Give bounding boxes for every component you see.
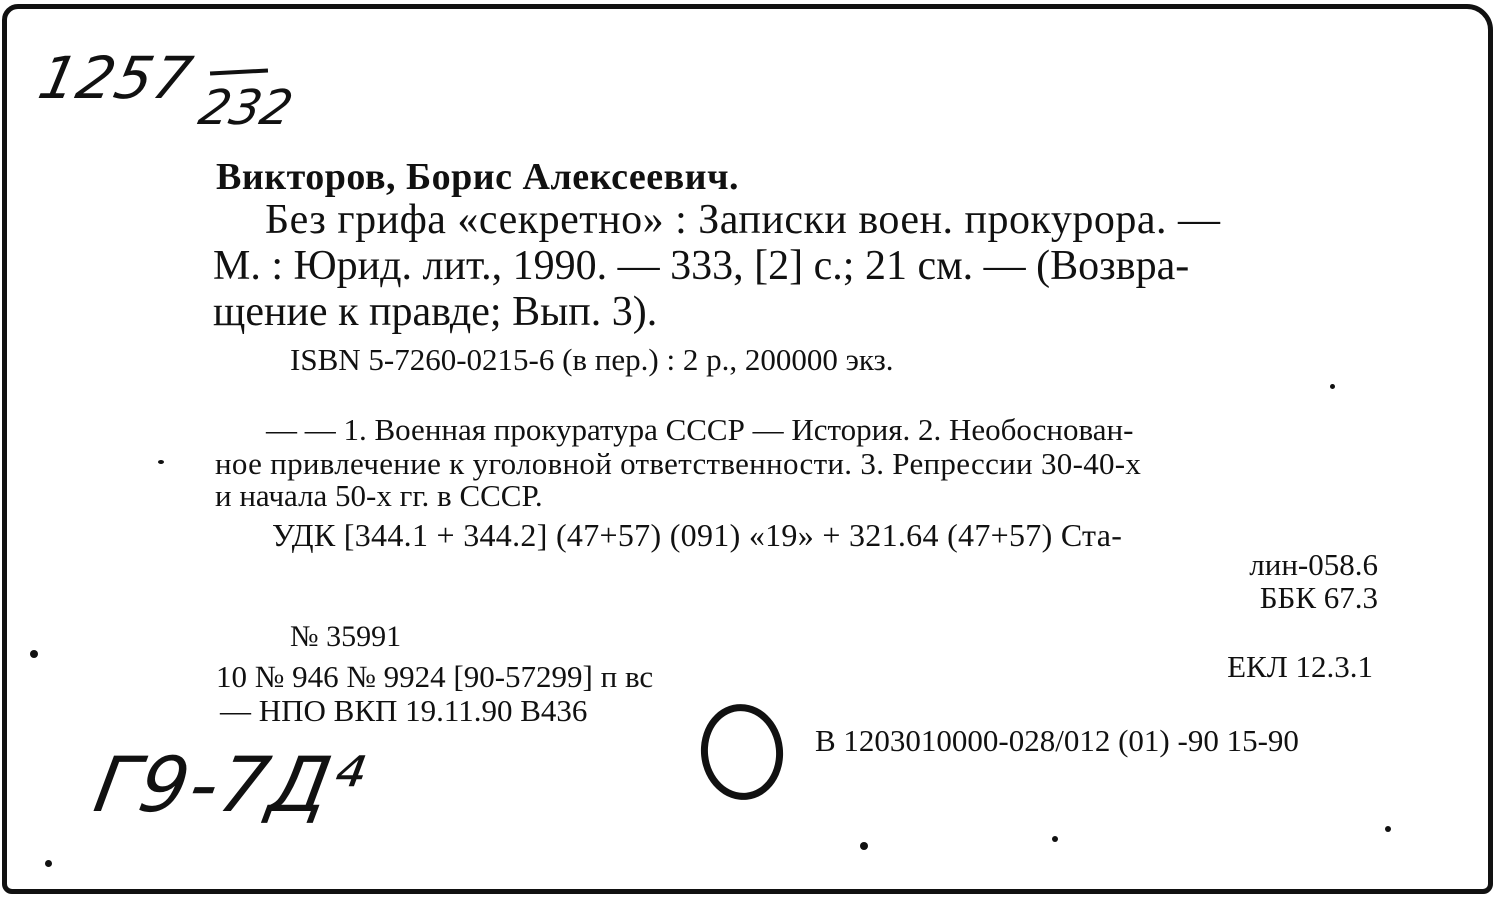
speck xyxy=(158,460,164,464)
subject-line-1: — — 1. Военная прокуратура СССР — История. 2. Необоснован- xyxy=(266,412,1134,447)
subject-line-2: ное привлечение к уголовной ответственности. 3. Репрессии 30-40-х xyxy=(215,446,1142,481)
speck xyxy=(1385,826,1391,832)
speck xyxy=(30,650,38,658)
bbk-classification: ББК 67.3 xyxy=(1259,580,1378,615)
handwritten-call-number-sub: 232 xyxy=(194,80,298,136)
ekl-code: ЕКЛ 12.3.1 xyxy=(1227,649,1373,684)
isbn-line: ISBN 5-7260-0215-6 (в пер.) : 2 р., 200000 экз. xyxy=(290,342,894,377)
order-line: 10 № 946 № 9924 [90-57299] п вс xyxy=(216,659,654,694)
author-heading: Викторов, Борис Алексеевич. xyxy=(216,156,740,198)
title-line-2: М. : Юрид. лит., 1990. — 333, [2] с.; 21 см. — (Возвра- xyxy=(213,243,1190,289)
publisher-line: — НПО ВКП 19.11.90 В436 xyxy=(220,693,588,728)
record-number: № 35991 xyxy=(290,620,402,653)
speck xyxy=(45,860,52,867)
title-line-3: щение к правде; Вып. 3). xyxy=(213,289,658,335)
subject-line-3: и начала 50-х гг. в СССР. xyxy=(215,478,543,513)
handwritten-call-number: 1257 xyxy=(32,44,199,112)
speck xyxy=(1330,384,1335,389)
speck xyxy=(860,842,868,850)
bottom-code: В 1203010000-028/012 (01) -90 15-90 xyxy=(815,723,1299,758)
udk-classification: УДК [344.1 + 344.2] (47+57) (091) «19» + 321.64 (47+57) Ста- xyxy=(272,517,1123,553)
speck xyxy=(1052,836,1058,842)
title-line-1: Без грифа «секретно» : Записки воен. прокурора. — xyxy=(265,197,1221,243)
udk-continuation: лин-058.6 xyxy=(1249,547,1378,582)
handwritten-shelf-mark: Г9-7Д⁴ xyxy=(88,740,373,829)
